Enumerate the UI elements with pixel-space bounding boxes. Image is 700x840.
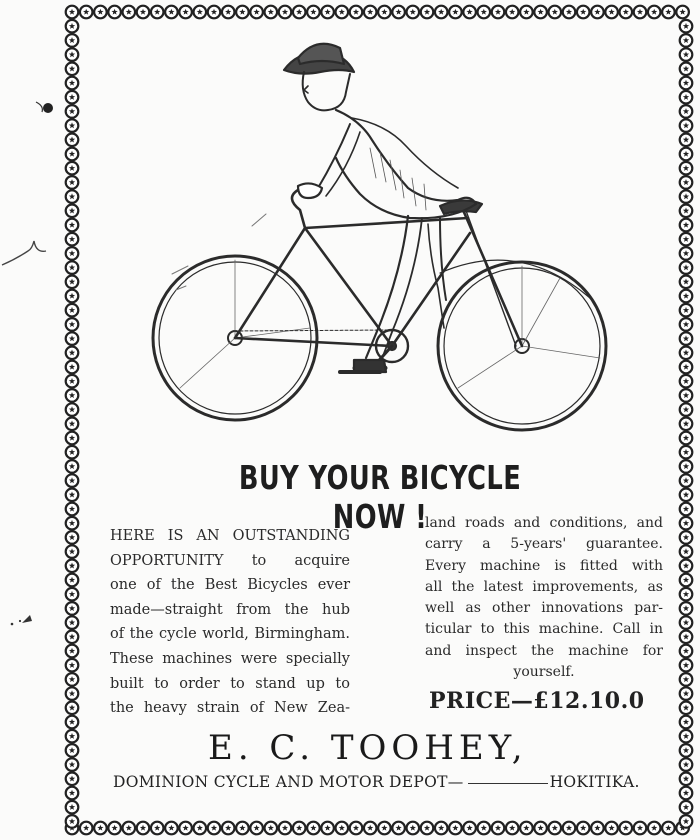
border-ornament [66,801,79,814]
border-ornament [250,822,263,835]
border-ornament [620,6,633,19]
border-ornament [66,773,79,786]
body-line: and inspect the machine for [425,642,663,659]
border-ornament [680,48,693,61]
border-ornament [492,822,505,835]
border-ornament [194,822,207,835]
border-ornament [680,91,693,104]
border-ornament [492,6,505,19]
border-ornament [680,318,693,331]
border-ornament [680,687,693,700]
border-ornament [66,48,79,61]
border-ornament [265,6,278,19]
border-ornament [80,822,93,835]
border-ornament [293,822,306,835]
border-ornament [435,6,448,19]
border-ornament [66,730,79,743]
border-ornament [680,545,693,558]
border-ornament [137,6,150,19]
border-ornament [321,822,334,835]
border-ornament [680,134,693,147]
body-line: the heavy strain of New Zea- [110,700,350,717]
border-ornament [680,261,693,274]
border-ornament [680,446,693,459]
border-ornament [662,822,675,835]
depot-name: DOMINION CYCLE AND MOTOR DEPOT— [113,773,464,791]
border-ornament [680,347,693,360]
border-ornament [680,460,693,473]
border-ornament [680,332,693,345]
body-text-left-column [110,524,350,721]
depot-town: HOKITIKA. [549,773,640,791]
border-ornament [66,34,79,47]
border-ornament [520,6,533,19]
border-ornament [680,148,693,161]
border-ornament [648,822,661,835]
border-ornament [265,822,278,835]
border-ornament [680,489,693,502]
border-ornament [449,822,462,835]
border-ornament [680,205,693,218]
border-ornament [680,290,693,303]
border-ornament [506,822,519,835]
border-ornament [179,822,192,835]
border-ornament [680,815,693,828]
border-ornament [66,659,79,672]
border-ornament [680,645,693,658]
border-ornament [662,6,675,19]
border-ornament [378,822,391,835]
border-ornament [534,822,547,835]
border-ornament [66,716,79,729]
border-ornament [463,822,476,835]
border-ornament [506,6,519,19]
border-ornament [634,6,647,19]
border-ornament [307,6,320,19]
border-ornament [94,6,107,19]
border-ornament [151,6,164,19]
border-ornament [66,673,79,686]
border-ornament [680,673,693,686]
border-ornament [463,6,476,19]
border-ornament [680,702,693,715]
border-ornament [605,6,618,19]
border-ornament [676,6,689,19]
border-ornament [680,588,693,601]
depot-line [113,773,673,791]
border-ornament [435,822,448,835]
border-ornament [194,6,207,19]
border-ornament [680,659,693,672]
border-ornament [80,6,93,19]
border-ornament [421,6,434,19]
border-ornament [378,6,391,19]
border-ornament [549,822,562,835]
border-ornament [680,616,693,629]
border-ornament [680,787,693,800]
border-ornament [680,389,693,402]
border-ornament [680,744,693,757]
border-ornament [577,6,590,19]
border-ornament [236,822,249,835]
border-ornament [208,6,221,19]
border-ornament [279,822,292,835]
body-line: carry a 5-years' guarantee. [425,536,663,553]
border-ornament [222,6,235,19]
border-ornament [66,77,79,90]
border-ornament [478,6,491,19]
border-ornament [680,503,693,516]
border-ornament [250,6,263,19]
border-ornament [680,105,693,118]
border-ornament [279,6,292,19]
border-ornament [680,176,693,189]
border-ornament [66,815,79,828]
border-ornament [680,474,693,487]
border-ornament [66,687,79,700]
body-line: ticular to this machine. Call in [425,621,663,638]
border-ornament [123,6,136,19]
border-ornament [680,574,693,587]
border-ornament [680,801,693,814]
border-ornament [66,6,79,19]
border-ornament [577,822,590,835]
border-ornament [680,716,693,729]
border-ornament [680,77,693,90]
border-ornament [591,822,604,835]
border-ornament [208,822,221,835]
price: PRICE—£12.10.0 [429,688,645,714]
border-ornament [680,63,693,76]
border-ornament [407,6,420,19]
border-ornament [321,6,334,19]
body-line: all the latest improvements, as [425,578,663,595]
border-ornament [680,304,693,317]
body-line: OPPORTUNITY to acquire [110,552,350,569]
border-ornament [108,6,121,19]
body-line: well as other innovations par- [425,600,663,617]
border-ornament [364,822,377,835]
border-ornament [350,6,363,19]
border-ornament [680,560,693,573]
border-ornament [407,822,420,835]
border-ornament [680,361,693,374]
body-line: These machines were specially [110,650,350,667]
border-ornament [151,822,164,835]
body-line: built to order to stand up to [110,675,350,692]
border-ornament [66,744,79,757]
border-ornament [66,702,79,715]
border-ornament [680,276,693,289]
border-ornament [648,6,661,19]
border-ornament [123,822,136,835]
border-ornament [94,822,107,835]
border-ornament [563,822,576,835]
border-ornament [350,822,363,835]
body-line: of the cycle world, Birmingham. [110,626,350,643]
ink-smudges [0,90,110,650]
border-ornament [680,602,693,615]
border-ornament [534,6,547,19]
body-text-right-column [425,513,663,683]
border-ornament [680,418,693,431]
border-ornament [336,822,349,835]
border-ornament [520,822,533,835]
border-ornament [680,730,693,743]
border-ornament [179,6,192,19]
body-line: Every machine is fitted with [425,557,663,574]
border-ornament [680,517,693,530]
border-ornament [680,631,693,644]
border-ornament [680,162,693,175]
border-ornament [307,822,320,835]
border-ornament [165,822,178,835]
body-line: made—straight from the hub [110,601,350,618]
body-line: HERE IS AN OUTSTANDING [110,528,350,544]
border-ornament [563,6,576,19]
border-ornament [364,6,377,19]
border-ornament [108,822,121,835]
border-ornament [549,6,562,19]
border-ornament [222,822,235,835]
border-ornament [680,219,693,232]
border-ornament [680,403,693,416]
border-ornament [236,6,249,19]
border-ornament [680,375,693,388]
border-ornament [392,822,405,835]
border-ornament [680,531,693,544]
border-ornament [680,34,693,47]
advertiser-name: E. C. TOOHEY, [208,728,528,768]
body-line: land roads and conditions, and [425,515,663,531]
border-ornament [66,758,79,771]
border-ornament [634,822,647,835]
headline: BUY YOUR BICYCLE NOW ! [238,458,522,536]
dash-rule [468,783,548,784]
border-ornament [680,773,693,786]
body-line: yourself. [513,664,575,681]
border-ornament [66,63,79,76]
border-ornament [680,190,693,203]
border-ornament [421,822,434,835]
border-ornament [680,247,693,260]
border-ornament [293,6,306,19]
border-ornament [680,432,693,445]
border-ornament [680,758,693,771]
border-ornament [392,6,405,19]
border-ornament [66,20,79,33]
border-ornament [137,822,150,835]
border-ornament [66,787,79,800]
border-ornament [449,6,462,19]
border-ornament [165,6,178,19]
border-ornament [336,6,349,19]
border-ornament [680,20,693,33]
border-ornament [680,119,693,132]
border-ornament [605,822,618,835]
border-ornament [680,233,693,246]
body-line: one of the Best Bicycles ever [110,577,350,594]
cyclist-illustration [140,28,620,448]
border-ornament [620,822,633,835]
border-ornament [591,6,604,19]
border-ornament [478,822,491,835]
